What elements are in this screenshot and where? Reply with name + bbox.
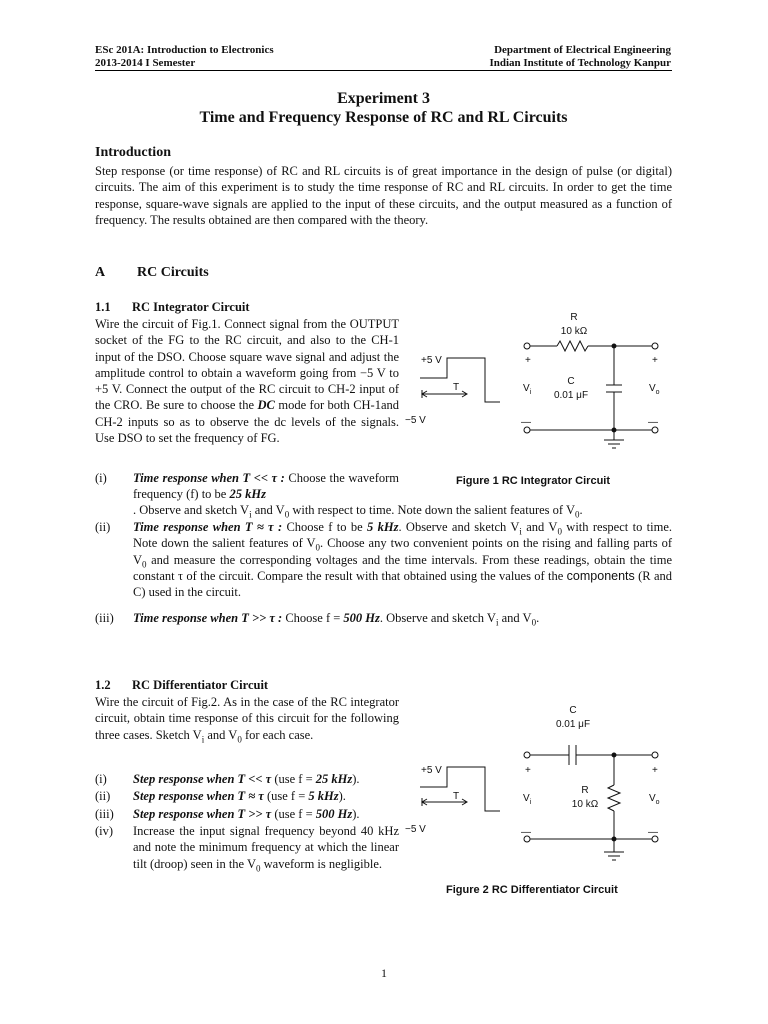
page-number: 1 xyxy=(381,966,387,980)
section-1-1-number: 1.1 xyxy=(95,300,111,314)
fig2-period-label: T xyxy=(453,791,460,802)
fig2-plus-out: + xyxy=(652,765,658,776)
fig2-vi-label: $V_i$ xyxy=(523,793,532,806)
section-a-letter: A xyxy=(95,265,106,280)
institute: Indian Institute of Technology Kanpur xyxy=(489,57,671,69)
department: Department of Electrical Engineering xyxy=(494,44,671,56)
fig1-r-label: R xyxy=(570,312,578,323)
fig1-minus-in: — xyxy=(521,417,531,428)
figure-2-rc-differentiator-diagram xyxy=(405,700,680,870)
fig1-vo-label: $V_o$ xyxy=(649,383,660,396)
fig2-minus-in: — xyxy=(521,827,531,838)
fig1-plus-out: + xyxy=(652,355,658,366)
experiment-number: Experiment 3 xyxy=(337,90,430,107)
figure-1-caption: Figure 1 RC Integrator Circuit xyxy=(456,475,611,487)
fig1-vminus: −5 V xyxy=(405,415,426,426)
course-title: ESc 201A: Introduction to Electronics xyxy=(95,44,274,56)
fig1-vi-label: $V_i$ xyxy=(523,383,532,396)
fig2-vminus: −5 V xyxy=(405,824,426,835)
fig2-r-label: R xyxy=(581,785,589,796)
intro-heading: Introduction xyxy=(95,145,171,160)
section-1-2-title: RC Differentiator Circuit xyxy=(132,678,269,692)
fig2-minus-out: — xyxy=(648,827,658,838)
section-a-title: RC Circuits xyxy=(137,265,209,280)
section-1-1-paragraph: Wire the circuit of Fig.1. Connect signal from the OUTPUT socket of the FG to the RC circuit, and also to the CH-1 input of the DSO. Choose square wave signal and adjust the amplitude control to obtain a waveform going from −5 V to +5 V. Connect the output of the RC circuit to CH-2 input of the CRO. Be sure to choose the DC mode for both CH-1and CH-2 inputs so as to observe the dc levels of the signals. Use DSO to set the frequency of FG. xyxy=(95,317,400,446)
fig1-period-label: T xyxy=(453,382,460,393)
intro-paragraph: Step response (or time response) of RC and RL circuits is of great importance in the design of pulse (or digital) circuits. The aim of this experiment is to study the time response of RC and RL circuits. In order to get the time response, square-wave signals are applied to the input of these circuits, and the output measured as a function of frequency. The results obtained are then compared with the theory. xyxy=(95,164,672,227)
header-rule xyxy=(95,70,672,71)
fig1-minus-out: — xyxy=(648,417,658,428)
fig2-vo-label: $V_o$ xyxy=(649,793,660,806)
section-1-2-number: 1.2 xyxy=(95,678,111,692)
section-1-1-title: RC Integrator Circuit xyxy=(132,300,250,314)
figure-1-rc-integrator-diagram xyxy=(405,305,680,465)
fig1-plus-in: + xyxy=(525,355,531,366)
fig2-plus-in: + xyxy=(525,765,531,776)
fig1-vplus: +5 V xyxy=(421,355,442,366)
fig2-r-value: 10 kΩ xyxy=(571,799,599,810)
fig2-c-label: C xyxy=(569,705,577,716)
fig1-c-label: C xyxy=(567,376,575,387)
fig1-r-value: 10 kΩ xyxy=(560,326,588,337)
fig2-c-value: 0.01 μF xyxy=(555,719,591,730)
page-title: Time and Frequency Response of RC and RL Circuits xyxy=(199,109,568,126)
fig2-vplus: +5 V xyxy=(421,765,442,776)
semester: 2013-2014 I Semester xyxy=(95,57,196,69)
section-1-2-paragraph: Wire the circuit of Fig.2. As in the case of the RC integrator circuit, obtain time response of this circuit for the following three cases. Sketch $V_i$ and $V_0$ for each case. xyxy=(95,695,399,745)
fig1-c-value: 0.01 μF xyxy=(553,390,589,401)
figure-2-caption: Figure 2 RC Differentiator Circuit xyxy=(446,884,618,896)
